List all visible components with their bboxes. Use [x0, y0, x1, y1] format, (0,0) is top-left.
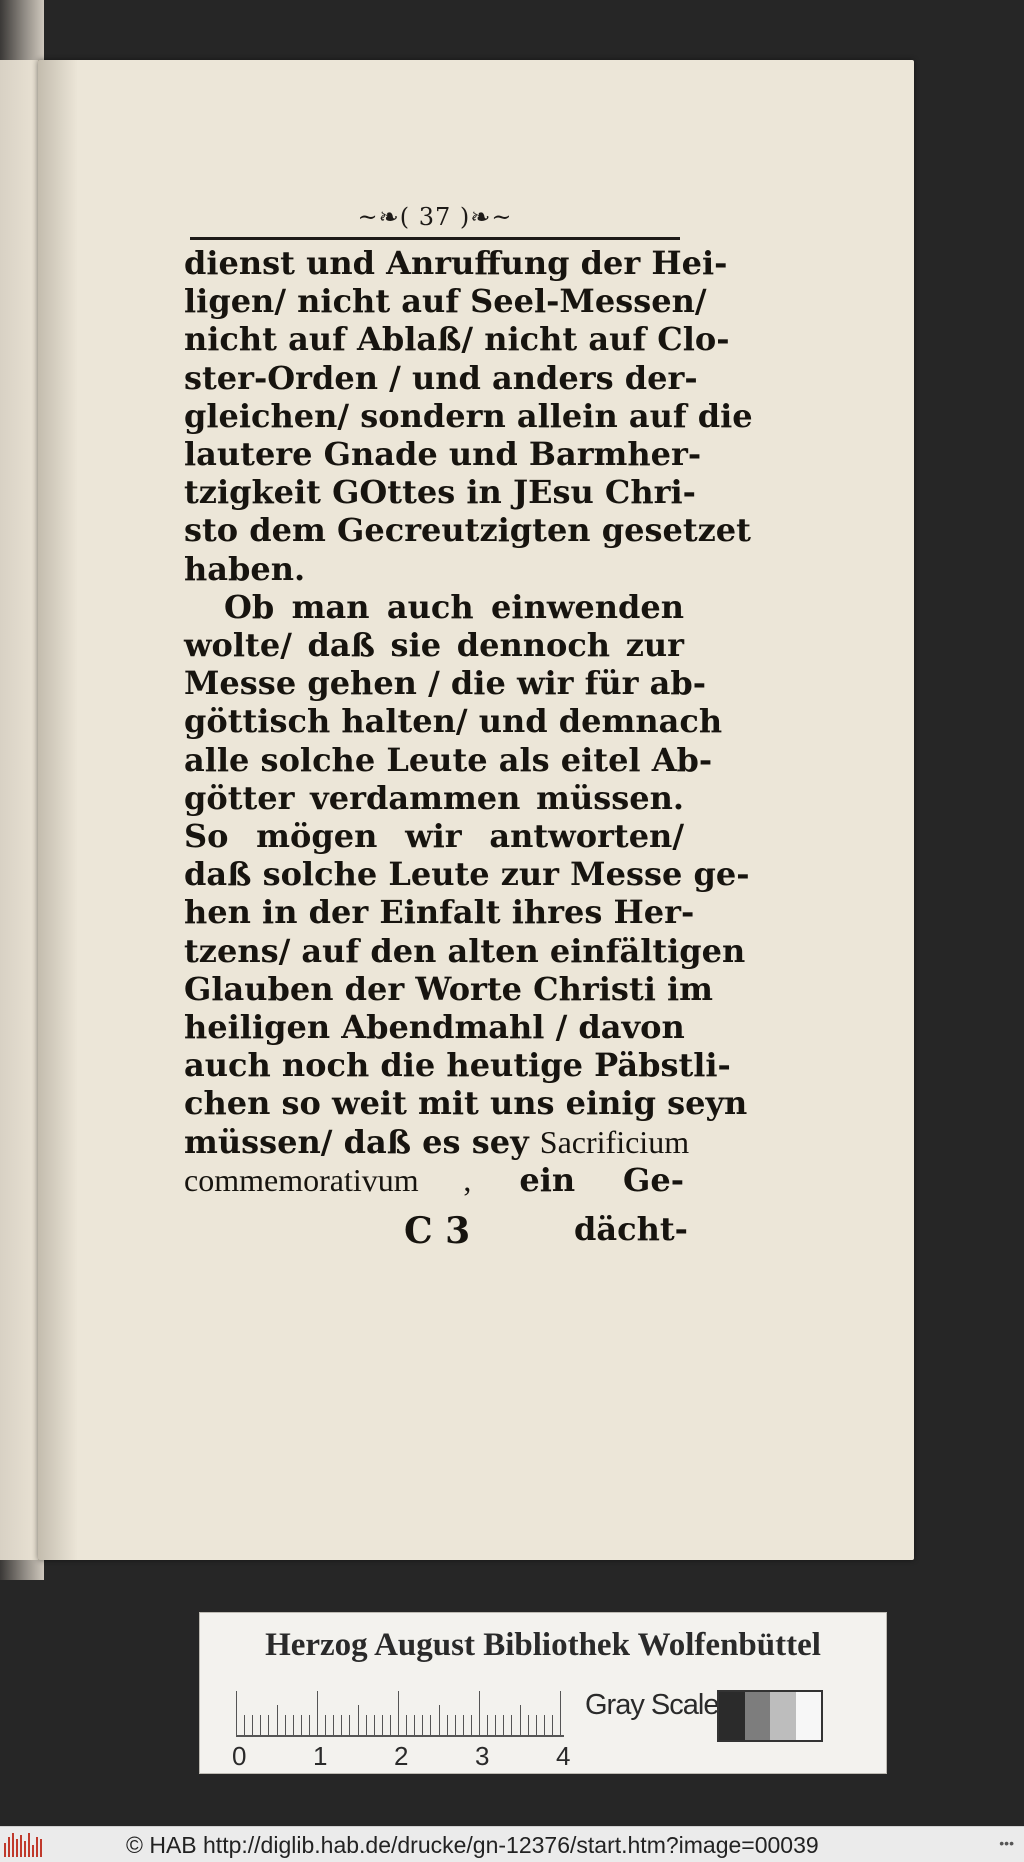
ruler-tick	[455, 1715, 456, 1735]
ruler-tick	[406, 1715, 407, 1735]
logo-bar	[24, 1841, 26, 1857]
gray-patch	[770, 1692, 796, 1740]
ruler-tick	[503, 1715, 504, 1735]
logo-bar	[12, 1833, 14, 1857]
ruler-tick	[560, 1691, 561, 1735]
ruler-tick	[520, 1705, 521, 1735]
ruler-tick	[317, 1691, 318, 1735]
ruler-tick	[236, 1691, 237, 1735]
footer-bar	[0, 1826, 1024, 1862]
ruler-number: 0	[232, 1741, 247, 1771]
page-text	[184, 244, 753, 1199]
text-line: ligen/ nicht auf Seel-Messen/	[184, 282, 707, 321]
color-scale-card	[199, 1612, 887, 1774]
logo-bar	[4, 1843, 6, 1857]
ruler-tick	[268, 1715, 269, 1735]
ruler-tick	[422, 1715, 423, 1735]
ruler-number: 2	[394, 1741, 409, 1771]
ruler-tick	[463, 1715, 464, 1735]
text-line: göttisch halten/ und demnach	[184, 702, 723, 741]
logo-bar	[16, 1839, 18, 1857]
ruler-tick	[341, 1715, 342, 1735]
gray-scale-label: Gray Scale	[585, 1689, 719, 1721]
ruler-tick	[382, 1715, 383, 1735]
ruler-tick	[511, 1715, 512, 1735]
text-line-latin	[184, 1161, 684, 1199]
ruler-tick	[528, 1715, 529, 1735]
signature-mark: C 3	[404, 1210, 471, 1252]
gray-patch	[796, 1692, 822, 1740]
text-line: daß solche Leute zur Messe ge-	[184, 855, 750, 894]
ruler-tick	[374, 1715, 375, 1735]
ruler-tick	[293, 1715, 294, 1735]
latin-word: commemorativum ,	[184, 1161, 472, 1198]
gray-patch	[719, 1692, 745, 1740]
ruler-tick	[495, 1715, 496, 1735]
text-line: sto dem Gecreutzigten gesetzet	[184, 511, 751, 550]
ruler-tick	[447, 1715, 448, 1735]
text-line: müssen/ daß es sey Sacrificium	[184, 1122, 690, 1161]
ruler-tick	[414, 1715, 415, 1735]
ruler-tick	[536, 1715, 537, 1735]
ruler-tick	[301, 1715, 302, 1735]
ruler-number: 1	[313, 1741, 328, 1771]
text-line: auch noch die heutige Päbstli-	[184, 1046, 731, 1085]
text-line: chen so weit mit uns einig seyn	[184, 1084, 748, 1123]
ruler-tick	[358, 1705, 359, 1735]
logo-bar	[36, 1837, 38, 1857]
ruler-tick	[430, 1715, 431, 1735]
ruler-tick	[390, 1715, 391, 1735]
ruler-tick	[252, 1715, 253, 1735]
logo-bar	[28, 1833, 30, 1857]
library-name: Herzog August Bibliothek Wolfenbüttel	[265, 1627, 821, 1663]
text-line: Glauben der Worte Christi im	[184, 969, 714, 1008]
text-line: hen in der Einfalt ihres Her-	[184, 893, 695, 932]
text-line: gleichen/ sondern allein auf die	[184, 396, 753, 435]
ruler-number: 3	[475, 1741, 490, 1771]
text-line: Ob man auch einwenden	[224, 587, 684, 626]
logo-bar	[40, 1839, 42, 1857]
latin-word: Sacrificium	[539, 1123, 690, 1160]
ruler-tick	[398, 1691, 399, 1735]
page-header	[190, 203, 680, 235]
text-line: heiligen Abendmahl / davon	[184, 1008, 685, 1047]
more-icon[interactable]: •••	[999, 1835, 1014, 1851]
ruler-tick	[325, 1715, 326, 1735]
ruler-tick	[366, 1715, 367, 1735]
ruler-number: 4	[556, 1741, 571, 1771]
ruler-baseline	[236, 1735, 564, 1737]
german-word: ein Ge-	[471, 1160, 685, 1199]
logo-bar	[32, 1845, 34, 1857]
text-line: tzens/ auf den alten einfältigen	[184, 931, 746, 970]
text-line: tzigkeit GOttes in JEsu Chri-	[184, 473, 696, 512]
ruler-tick	[479, 1691, 480, 1735]
ruler-tick	[333, 1715, 334, 1735]
header-rule	[190, 237, 680, 240]
text-line: götter verdammen müssen.	[184, 778, 684, 817]
logo-bar	[8, 1837, 10, 1857]
hab-logo-icon	[4, 1833, 44, 1857]
gray-patch	[745, 1692, 771, 1740]
text-line: dienst und Anruffung der Hei-	[184, 244, 728, 282]
ruler-tick	[277, 1705, 278, 1735]
text-line: nicht auf Ablaß/ nicht auf Clo-	[184, 320, 730, 359]
text-line: haben.	[184, 549, 306, 588]
page-gutter-shadow	[38, 60, 78, 1560]
catchword: dächt-	[574, 1210, 688, 1248]
text-line: So mögen wir antworten/	[184, 817, 684, 856]
text-line: alle solche Leute als eitel Ab-	[184, 740, 713, 779]
page-number: ~❧( 37 )❧~	[357, 203, 513, 231]
ruler-tick	[439, 1705, 440, 1735]
ruler-tick	[487, 1715, 488, 1735]
ruler-tick	[552, 1715, 553, 1735]
gray-scale-patches	[717, 1690, 823, 1742]
text-line: wolte/ daß sie dennoch zur	[184, 626, 684, 665]
logo-bar	[20, 1835, 22, 1857]
ruler-tick	[285, 1715, 286, 1735]
text-line: lautere Gnade und Barmher-	[184, 435, 702, 474]
text-line: Messe gehen / die wir für ab-	[184, 664, 707, 703]
ruler-tick	[260, 1715, 261, 1735]
ruler-tick	[349, 1715, 350, 1735]
ruler-tick	[244, 1715, 245, 1735]
ruler-tick	[309, 1715, 310, 1735]
ruler-tick	[471, 1715, 472, 1735]
ruler-tick	[544, 1715, 545, 1735]
ruler	[236, 1689, 566, 1739]
footer-copyright-url[interactable]: © HAB http://diglib.hab.de/drucke/gn-12376/start.htm?image=00039	[126, 1832, 819, 1858]
text-line: ster-Orden / und anders der-	[184, 358, 698, 397]
